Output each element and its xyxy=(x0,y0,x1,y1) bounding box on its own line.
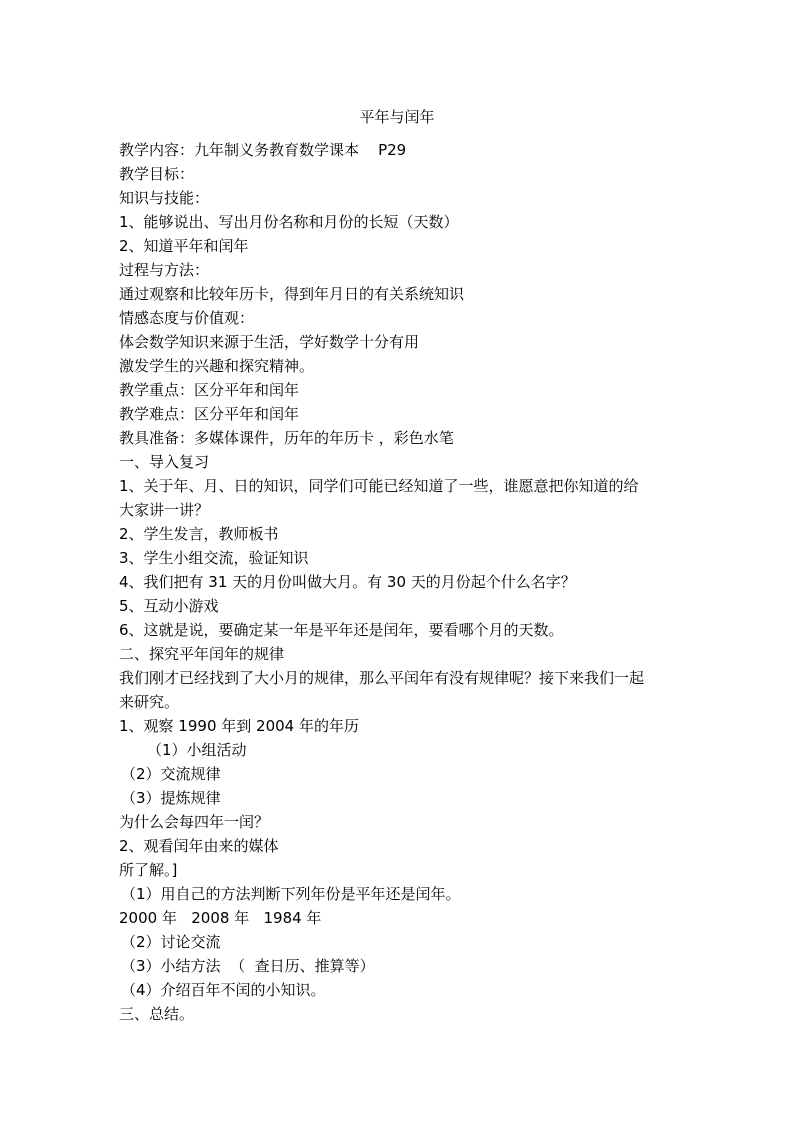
text-line: 激发学生的兴趣和探究精神。 xyxy=(119,357,315,375)
text-line: （3）小结方法 （ 查日历、推算等） xyxy=(121,957,375,975)
text-line: （3）提炼规律 xyxy=(121,789,221,807)
text-line: 大家讲一讲？ xyxy=(119,501,210,519)
text-line: 3、学生小组交流，验证知识 xyxy=(119,549,309,567)
text-line: 来研究。 xyxy=(119,693,180,711)
text-line: （2）交流规律 xyxy=(121,765,221,783)
text-line: （2）讨论交流 xyxy=(121,933,221,951)
text-line: 知识与技能： xyxy=(119,189,210,207)
text-line: 1、关于年、月、日的知识，同学们可能已经知道了一些，谁愿意把你知道的给 xyxy=(119,477,639,495)
text-line: （1）用自己的方法判断下列年份是平年还是闰年。 xyxy=(121,885,461,903)
text-line: 2000 年 2008 年 1984 年 xyxy=(119,909,322,927)
text-line: 5、互动小游戏 xyxy=(119,597,219,615)
text-line: 过程与方法： xyxy=(119,261,210,279)
text-line: 教具准备：多媒体课件，历年的年历卡 ，彩色水笔 xyxy=(119,429,454,447)
section-heading: 二、探究平年闰年的规律 xyxy=(119,645,285,663)
text-line: 4、我们把有 31 天的月份叫做大月。有 30 天的月份起个什么名字？ xyxy=(119,573,576,591)
text-line: 体会数学知识来源于生活，学好数学十分有用 xyxy=(119,333,420,351)
section-heading: 三、总结。 xyxy=(119,1005,195,1023)
text-line: 教学重点：区分平年和闰年 xyxy=(119,381,300,399)
text-line: 2、观看闰年由来的媒体 xyxy=(119,837,279,855)
text-line: 2、学生发言，教师板书 xyxy=(119,525,279,543)
text-line: （4）介绍百年不闰的小知识。 xyxy=(121,981,326,999)
text-line: 通过观察和比较年历卡，得到年月日的有关系统知识 xyxy=(119,285,465,303)
text-line: 教学难点：区分平年和闰年 xyxy=(119,405,300,423)
text-line: 为什么会每四年一闰？ xyxy=(119,813,270,831)
document-body xyxy=(119,138,684,1026)
text-line: （1）小组活动 xyxy=(147,741,247,759)
text-line: 情感态度与价值观： xyxy=(119,309,255,327)
text-line: 教学目标： xyxy=(119,165,195,183)
section-heading: 一、导入复习 xyxy=(119,453,210,471)
text-line: 1、观察 1990 年到 2004 年的年历 xyxy=(119,717,359,735)
text-line: 1、能够说出、写出月份名称和月份的长短（天数） xyxy=(119,213,459,231)
text-line: 教学内容：九年制义务教育数学课本 P29 xyxy=(119,141,407,159)
document-title: 平年与闰年 xyxy=(359,108,435,126)
text-line: 6、这就是说，要确定某一年是平年还是闰年，要看哪个月的天数。 xyxy=(119,621,564,639)
text-line: 所了解。] xyxy=(119,861,178,879)
text-line: 我们刚才已经找到了大小月的规律，那么平闰年有没有规律呢？接下来我们一起 xyxy=(119,669,645,687)
text-line: 2、知道平年和闰年 xyxy=(119,237,249,255)
